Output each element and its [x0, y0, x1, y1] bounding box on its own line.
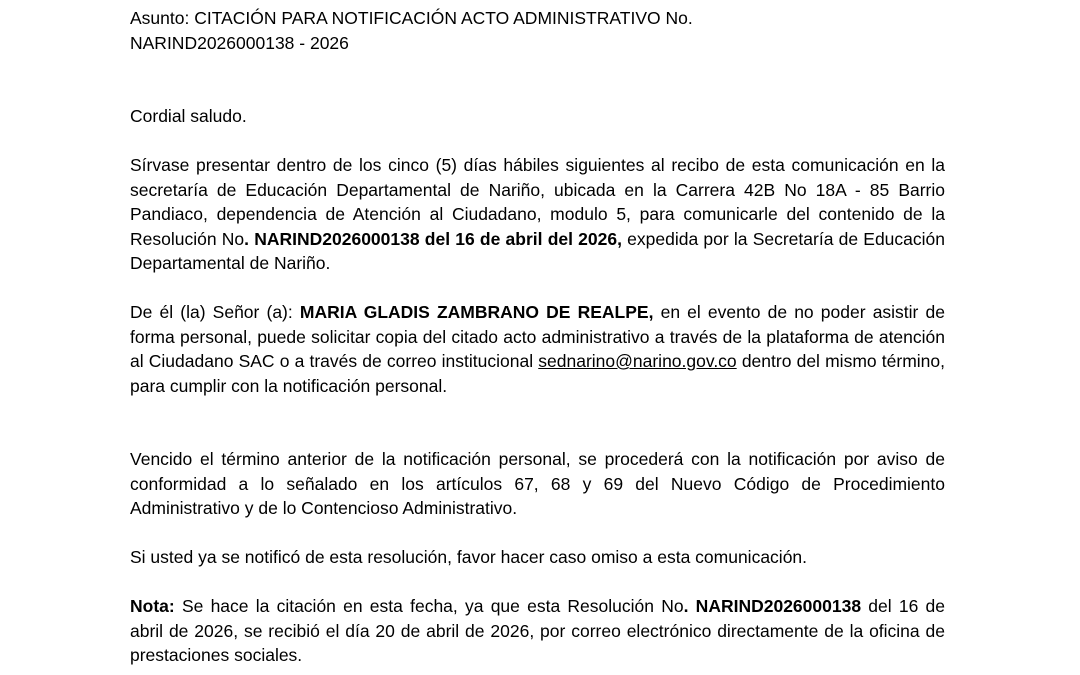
paragraph-citation-tail: expedida por la Secretaría de Educación Departamental de Nariño. [130, 228, 946, 273]
note-label: Nota: [130, 596, 175, 616]
paragraph-ignore: Si usted ya se notificó de esta resolución, favor hacer caso omiso a esta comunicación. [130, 547, 808, 567]
note-text-2: del 16 de abril de 2026, se recibió el día 20 de abril de 2026, por correo electrónico directamente de la oficina de prestaciones sociales. [130, 596, 946, 665]
subject-line-1: Asunto: CITACIÓN PARA NOTIFICACIÓN ACTO ADMINISTRATIVO No. [130, 8, 693, 28]
paragraph-citation-text: Sírvase presentar dentro de los cinco (5) días hábiles siguientes al recibo de esta comunicación en la secretaría de Educación Departamental de Nariño, ubicada en la Carrera 42B No 18A - 85 Barrio Pandiaco, dependencia de Atención al Ciudadano, modulo 5, para comunicarle del contenido de la Resolución No [130, 155, 945, 249]
subject-line-2: NARIND2026000138 - 2026 [130, 32, 349, 53]
recipient-name: MARIA GLADIS ZAMBRANO DE REALPE, [299, 302, 654, 322]
paragraph-expiry: Vencido el término anterior de la notificación personal, se procederá con la notificación por aviso de conformidad a lo señalado en los artículos 67, 68 y 69 del Nuevo Código de Procedimiento Administrativo y de lo Contencioso Administrativo. [130, 449, 945, 518]
note-resolution: . NARIND2026000138 [683, 596, 862, 616]
recipient-text: en el evento de no poder asistir de forma personal, puede solicitar copia del citado acto administrativo a través de la plataforma de atención al Ciudadano SAC o a través de correo institucional [130, 302, 945, 371]
paragraph-note [130, 594, 945, 668]
document-page [130, 6, 946, 665]
note-text-1: Se hace la citación en esta fecha, ya que esta Resolución No [174, 596, 684, 616]
recipient-lead: De él (la) Señor (a): [130, 302, 300, 322]
recipient-tail: dentro del mismo término, para cumplir con la notificación personal. [130, 351, 945, 396]
greeting: Cordial saludo. [130, 106, 247, 126]
paragraph-citation [130, 153, 945, 276]
email-link[interactable]: sednarino@narino.gov.co [538, 351, 737, 371]
paragraph-recipient [130, 300, 945, 398]
resolution-reference: . NARIND2026000138 del 16 de abril del 2026, [244, 228, 622, 249]
